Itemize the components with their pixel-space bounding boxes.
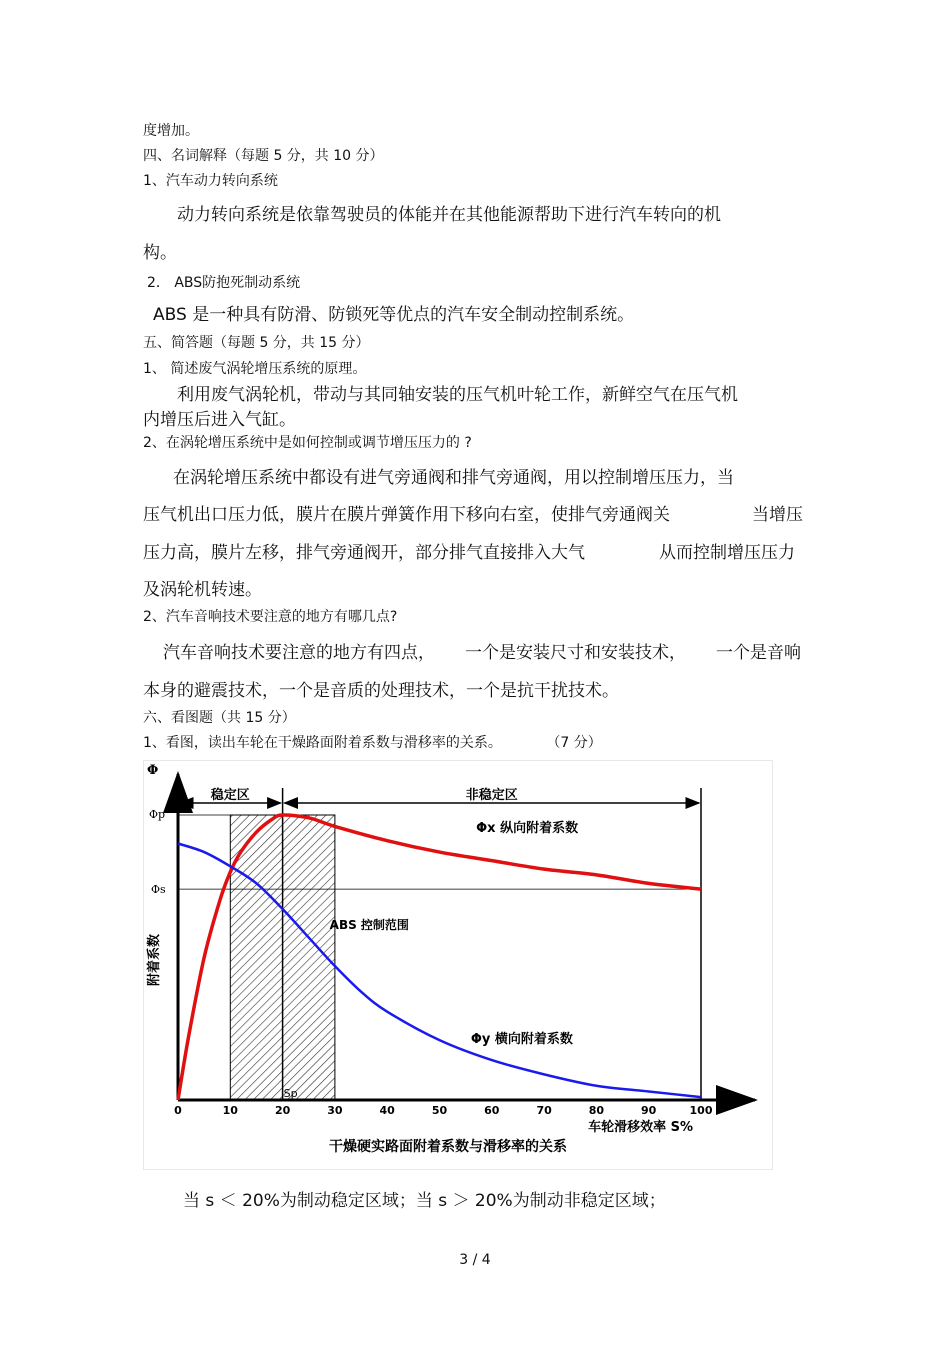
abs-control-label: ABS 控制范围 xyxy=(329,918,409,932)
answer-text-part: 压气机出口压力低，膜片在膜片弹簧作用下移向右室，使排气旁通阀关 xyxy=(143,505,670,525)
unstable-region-label: 非稳定区 xyxy=(465,788,518,803)
answer-text-part: 当增压 xyxy=(752,505,803,525)
adhesion-chart xyxy=(143,760,773,1170)
answer-text xyxy=(163,638,801,663)
x-tick-label: 0 xyxy=(174,1104,182,1117)
y-axis-symbol: Φ xyxy=(147,763,159,778)
x-tick-label: 70 xyxy=(536,1104,552,1117)
answer-text: 本身的避震技术，一个是音质的处理技术，一个是抗干扰技术。 xyxy=(143,681,619,701)
sp-label: Sp xyxy=(283,1087,298,1100)
question-text: 1、看图，读出车轮在干燥路面附着系数与滑移率的关系。 xyxy=(143,735,502,751)
conclusion-text: 当 s ＜ 20%为制动稳定区域；当 s ＞ 20%为制动非稳定区域； xyxy=(183,1191,666,1211)
question-heading xyxy=(143,732,602,752)
answer-text-part: 汽车音响技术要注意的地方有四点， xyxy=(163,643,435,663)
answer-text-part: 一个是安装尺寸和安装技术， xyxy=(465,643,686,663)
x-tick-label: 20 xyxy=(274,1104,291,1117)
answer-text-part: 从而控制增压压力 xyxy=(659,543,795,563)
stable-region-label: 稳定区 xyxy=(210,788,250,803)
answer-text xyxy=(143,500,803,525)
answer-text-part: 压力高，膜片左移，排气旁通阀开，部分排气直接排入大气 xyxy=(143,543,585,563)
y-tick-label-phi-s: Φs xyxy=(151,883,166,897)
page-number: 3 / 4 xyxy=(459,1252,491,1268)
x-tick-label: 50 xyxy=(431,1104,448,1117)
question-points: （7 分） xyxy=(546,735,602,751)
x-tick-label: 100 xyxy=(689,1104,713,1117)
chart-title: 干燥硬实路面附着系数与滑移率的关系 xyxy=(329,1139,567,1155)
x-tick-label: 60 xyxy=(484,1104,500,1117)
question-heading: 1、汽车动力转向系统 xyxy=(143,173,278,189)
series-label-lateral: Φy 横向附着系数 xyxy=(470,1032,573,1047)
x-tick-label: 80 xyxy=(588,1104,605,1117)
adhesion-chart-svg xyxy=(143,760,773,1170)
answer-text: 在涡轮增压系统中都设有进气旁通阀和排气旁通阀，用以控制增压压力，当 xyxy=(173,468,734,488)
answer-text: 构。 xyxy=(143,243,177,263)
question-heading: 2． ABS防抱死制动系统 xyxy=(147,275,301,291)
y-axis-label: 附着系数 xyxy=(147,933,162,987)
answer-text: 利用废气涡轮机，带动与其同轴安装的压气机叶轮工作，新鲜空气在压气机 xyxy=(177,385,738,405)
answer-text: ABS 是一种具有防滑、防锁死等优点的汽车安全制动控制系统。 xyxy=(153,305,635,325)
x-tick-label: 30 xyxy=(327,1104,343,1117)
answer-text xyxy=(143,538,795,563)
section-heading-5: 五、简答题（每题 5 分，共 15 分） xyxy=(143,335,370,351)
answer-text: 内增压后进入气缸。 xyxy=(143,410,296,430)
x-tick-label: 90 xyxy=(641,1104,657,1117)
section-heading-6: 六、看图题（共 15 分） xyxy=(143,710,296,726)
question-heading: 2、在涡轮增压系统中是如何控制或调节增压压力的 ? xyxy=(143,435,472,451)
answer-text: 动力转向系统是依靠驾驶员的体能并在其他能源帮助下进行汽车转向的机 xyxy=(177,205,721,225)
series-label-longitudinal: Φx 纵向附着系数 xyxy=(476,821,579,837)
x-axis-label: 车轮滑移效率 S% xyxy=(588,1120,693,1135)
question-heading: 1、 简述废气涡轮增压系统的原理。 xyxy=(143,361,367,377)
text-line: 度增加。 xyxy=(143,123,199,139)
x-tick-label: 40 xyxy=(379,1104,395,1117)
x-tick-label: 10 xyxy=(222,1104,238,1117)
answer-text: 及涡轮机转速。 xyxy=(143,580,262,600)
answer-text-part: 一个是音响 xyxy=(716,643,801,663)
question-heading: 2、汽车音响技术要注意的地方有哪几点? xyxy=(143,609,398,625)
section-heading-4: 四、名词解释（每题 5 分，共 10 分） xyxy=(143,148,384,164)
y-tick-label-phi-p: Φp xyxy=(149,808,166,821)
